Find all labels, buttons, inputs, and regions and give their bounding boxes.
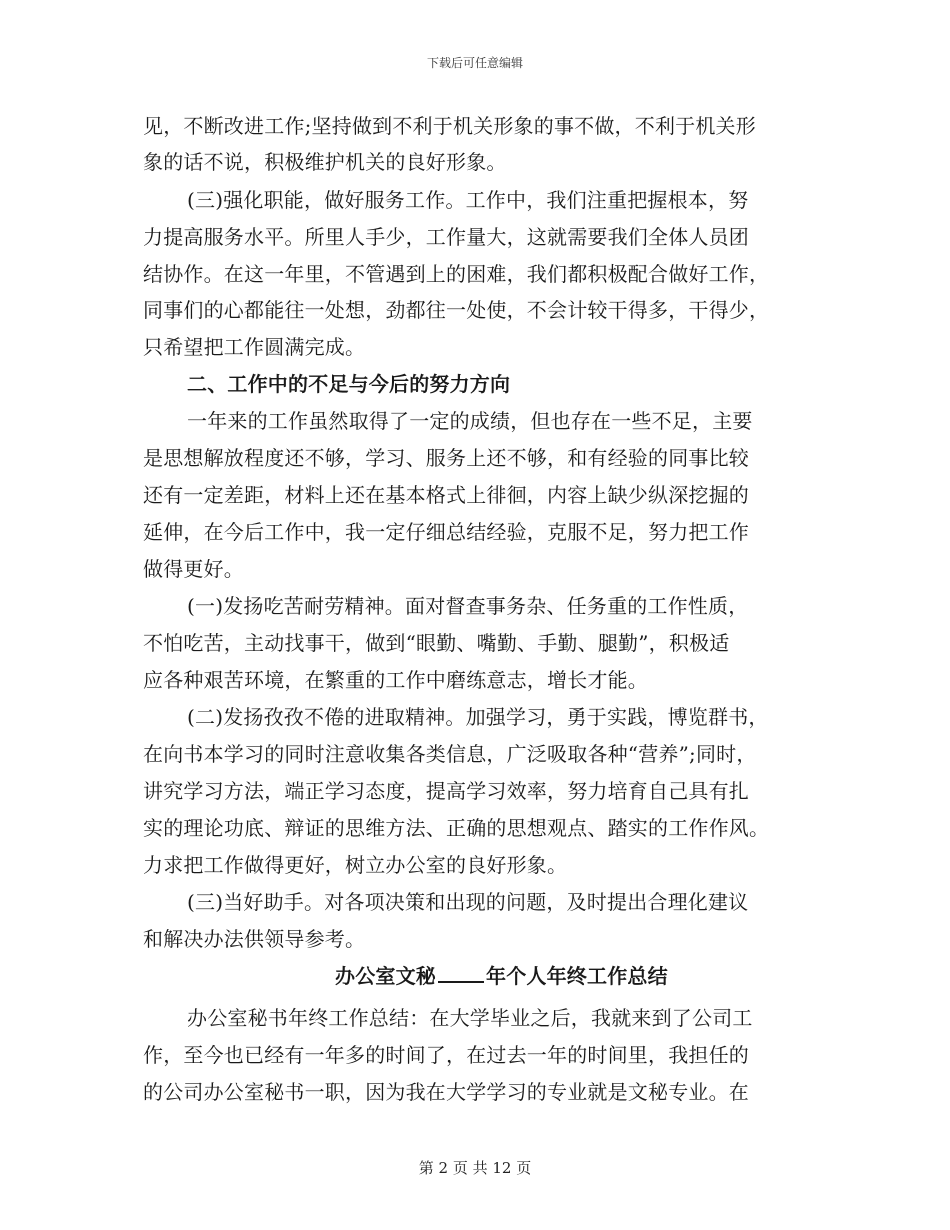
text-line: 是思想解放程度还不够，学习、服务上还不够，和有经验的同事比较 [143, 446, 749, 470]
page-footer: 第 2 页 共 12 页 [418, 1159, 532, 1177]
section-heading: 二、工作中的不足与今后的努力方向 [187, 372, 511, 396]
text-line: 结协作。在这一年里，不管遇到上的困难，我们都积极配合做好工作， [143, 262, 770, 286]
text-line: 讲究学习方法，端正学习态度，提高学习效率，努力培育自己具有扎 [143, 779, 749, 803]
text-line: 只希望把工作圆满完成。 [143, 335, 366, 359]
text-line: 和解决办法供领导参考。 [143, 927, 366, 951]
text-line: (二)发扬孜孜不倦的进取精神。加强学习，勇于实践，博览群书， [187, 705, 769, 729]
text-line: (三)当好助手。对各项决策和出现的问题，及时提出合理化建议 [187, 890, 749, 914]
title-blank [438, 959, 484, 983]
text-line: 力求把工作做得更好，树立办公室的良好形象。 [143, 853, 568, 877]
text-line: (一)发扬吃苦耐劳精神。面对督查事务杂、任务重的工作性质， [187, 594, 749, 618]
text-line: 实的理论功底、辩证的思维方法、正确的思想观点、踏实的工作作风。 [143, 816, 770, 840]
title-suffix: 年个人年终工作总结 [486, 964, 668, 988]
text-line: 在向书本学习的同时注意收集各类信息，广泛吸取各种“营养”;同时， [143, 742, 757, 766]
text-line: 一年来的工作虽然取得了一定的成绩，但也存在一些不足，主要 [187, 409, 753, 433]
text-line: 作，至今也已经有一年多的时间了，在过去一年的时间里，我担任的 [143, 1043, 749, 1067]
text-line: 不怕吃苦，主动找事干，做到“眼勤、嘴勤、手勤、腿勤”，积极适 [143, 631, 730, 655]
text-line: 办公室秘书年终工作总结：在大学毕业之后，我就来到了公司工 [187, 1006, 753, 1030]
text-line: 应各种艰苦环境，在繁重的工作中磨练意志，增长才能。 [143, 668, 648, 692]
text-line: 象的话不说，积极维护机关的良好形象。 [143, 150, 507, 174]
text-line: 的公司办公室秘书一职，因为我在大学学习的专业就是文秘专业。在 [143, 1080, 749, 1104]
text-line: 延伸，在今后工作中，我一定仔细总结经验，克服不足，努力把工作 [143, 520, 749, 544]
document-title [335, 958, 668, 994]
text-line: 做得更好。 [143, 557, 244, 581]
text-line: 还有一定差距，材料上还在基本格式上徘徊，内容上缺少纵深挖掘的 [143, 483, 749, 507]
text-line: 见，不断改进工作;坚持做到不利于机关形象的事不做，不利于机关形 [143, 114, 756, 138]
text-line: 同事们的心都能往一处想，劲都往一处使，不会计较干得多，干得少， [143, 298, 770, 322]
title-prefix: 办公室文秘 [335, 964, 436, 988]
page-header: 下载后可任意编辑 [426, 56, 523, 70]
text-line: (三)强化职能，做好服务工作。工作中，我们注重把握根本，努 [187, 188, 749, 212]
text-line: 力提高服务水平。所里人手少，工作量大，这就需要我们全体人员团 [143, 225, 749, 249]
